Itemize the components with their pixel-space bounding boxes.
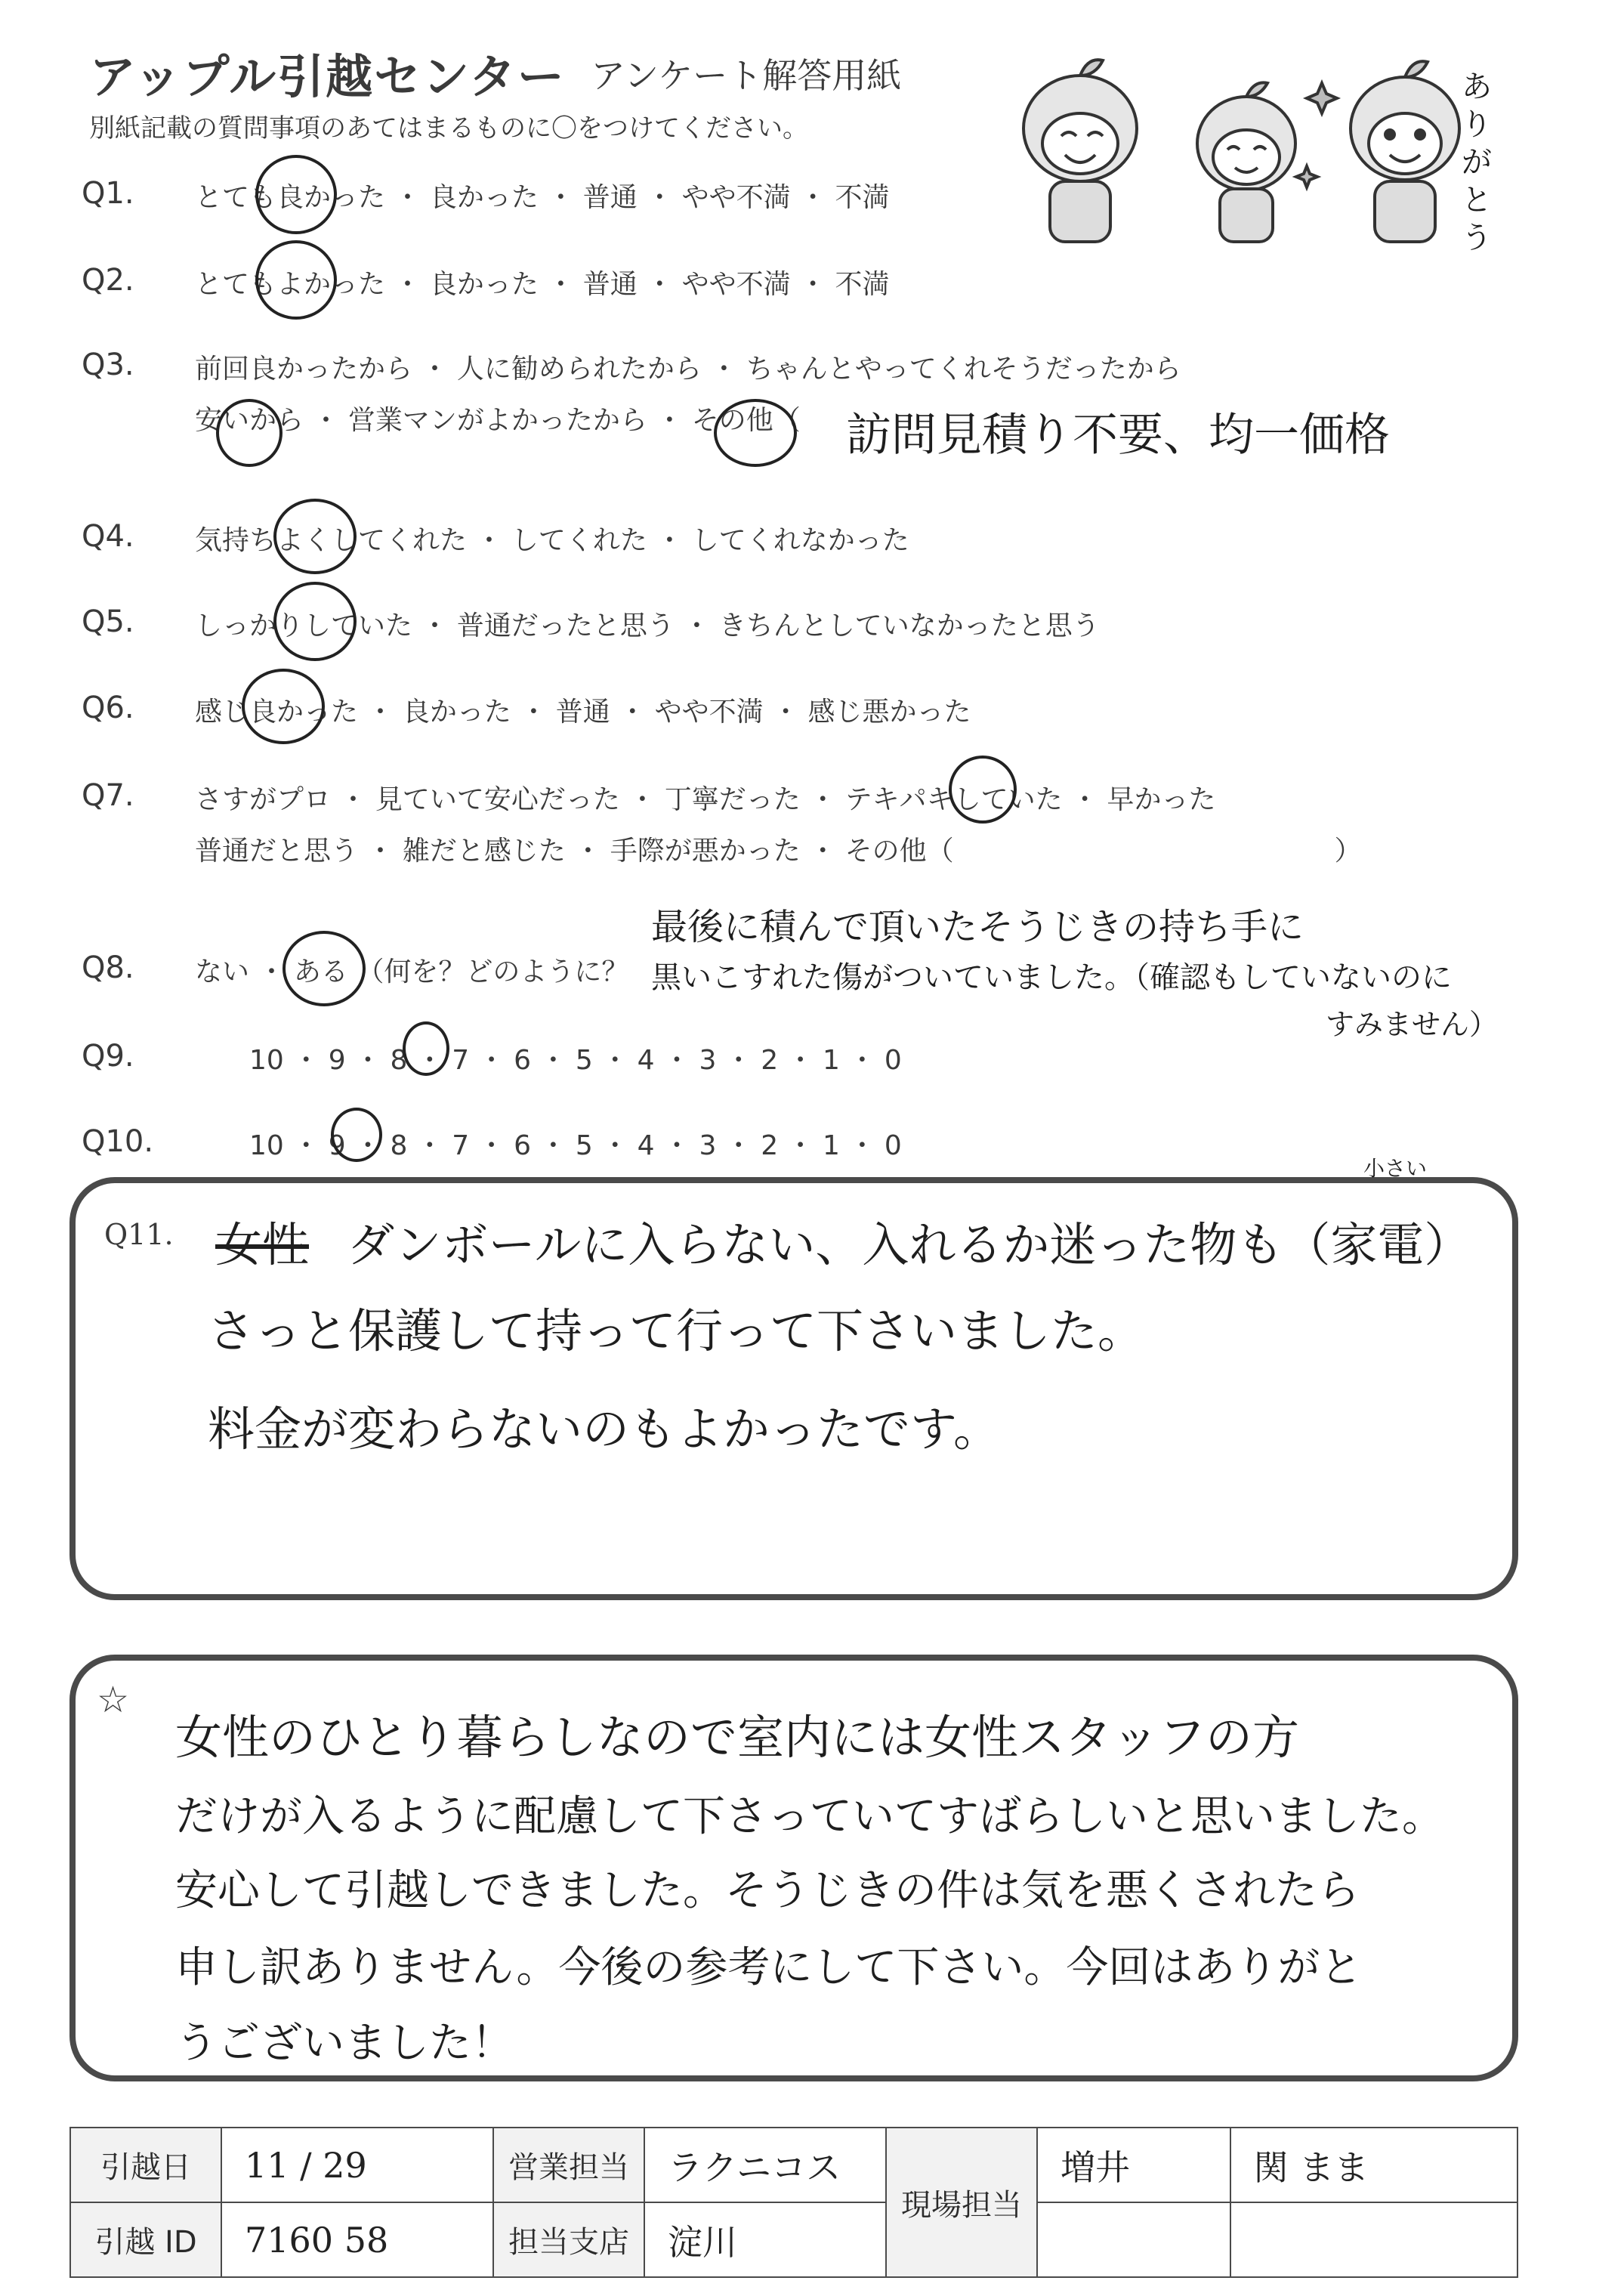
instruction-text: 別紙記載の質問事項のあてはまるものに〇をつけてください。	[89, 113, 808, 144]
site-staff-1: 増井	[1037, 2128, 1230, 2202]
answer-circle-q7	[949, 756, 1017, 824]
answer-circle-q3	[216, 399, 283, 467]
question-options-2: 安いから ・ 営業マンがよかったから ・ その他（	[195, 405, 801, 436]
answer-circle-q9	[403, 1021, 449, 1076]
sales-value: ラクニコス	[644, 2128, 886, 2202]
q8-answer-line2: 黒いこすれた傷がついていました。（確認もしていないのに	[651, 960, 1452, 995]
q11-struck-word: 女性	[215, 1217, 310, 1272]
question-label: Q10.	[82, 1124, 154, 1159]
star-answer-line1: 女性のひとり暮らしなので室内には女性スタッフの方	[175, 1710, 1300, 1765]
question-options: とてもよかった ・ 良かった ・ 普通 ・ やや不満 ・ 不満	[195, 269, 890, 300]
survey-subtitle: アンケート解答用紙	[591, 55, 902, 96]
mascot-illustration	[997, 30, 1526, 257]
question-label: Q9.	[82, 1039, 134, 1074]
question-options: 前回良かったから ・ 人に勧められたから ・ ちゃんとやってくれそうだったから	[195, 354, 1181, 385]
q11-answer-line3: 料金が変わらないのもよかったです。	[208, 1401, 1001, 1457]
site-staff-empty-2	[1230, 2202, 1517, 2277]
branch-label: 担当支店	[493, 2202, 644, 2277]
sales-label: 営業担当	[493, 2128, 644, 2202]
site-label: 現場担当	[886, 2128, 1037, 2277]
move-id-label: 引越 ID	[70, 2202, 221, 2277]
site-staff-empty-1	[1037, 2202, 1230, 2277]
question-options: とても良かった ・ 良かった ・ 普通 ・ やや不満 ・ 不満	[195, 182, 890, 213]
q11-answer-line2: さっと保護して持って行って下さいました。	[208, 1303, 1145, 1358]
question-options: しっかりしていた ・ 普通だったと思う ・ きちんとしていなかったと思う	[195, 610, 1100, 641]
question-label: Q7.	[82, 778, 134, 813]
q11-answer-line1: ダンボールに入らない、入れるか迷った物も（家電）	[347, 1217, 1471, 1272]
answer-circle-q2	[255, 240, 337, 320]
question-options-2: 普通だと思う ・ 雑だと感じた ・ 手際が悪かった ・ その他（ ）	[195, 836, 1362, 867]
question-label: Q8.	[82, 950, 134, 985]
star-answer-line3: 安心して引越しできました。そうじきの件は気を悪くされたら	[175, 1866, 1360, 1915]
question-label: Q5.	[82, 604, 134, 639]
question-label: Q1.	[82, 176, 134, 211]
answer-circle-q3-other	[714, 399, 797, 467]
answer-circle-q10	[331, 1108, 382, 1162]
question-label: Q2.	[82, 263, 134, 298]
answer-circle-q4	[273, 499, 357, 574]
answer-circle-q6	[242, 669, 325, 744]
q8-answer-line3: すみません）	[1326, 1008, 1499, 1041]
answer-circle-q5	[273, 582, 357, 661]
q11-label: Q11.	[104, 1218, 174, 1251]
survey-title: アップル引越センター	[89, 49, 566, 104]
branch-value: 淀川	[644, 2202, 886, 2277]
question-label: Q6.	[82, 691, 134, 725]
star-answer-line4: 申し訳ありません。今後の参考にして下さい。今回はありがと	[175, 1943, 1363, 1992]
question-options: さすがプロ ・ 見ていて安心だった ・ 丁寧だった ・ テキパキしていた ・ 早かった	[195, 784, 1216, 815]
move-id-value: 7160 58	[221, 2202, 493, 2277]
move-date-value: 11 / 29	[221, 2128, 493, 2202]
q11-small-note: 小さい	[1363, 1156, 1428, 1181]
question-options: 気持ちよくしてくれた ・ してくれた ・ してくれなかった	[195, 525, 909, 556]
staff-info-table	[69, 2127, 1518, 2278]
q3-other-answer: 訪問見積り不要、均一価格	[846, 409, 1390, 462]
q8-answer-line1: 最後に積んで頂いたそうじきの持ち手に	[651, 906, 1304, 948]
question-options: 10 ・ 9 ・ 8 ・ 7 ・ 6 ・ 5 ・ 4 ・ 3 ・ 2 ・ 1 ・ 0	[249, 1130, 902, 1161]
question-label: Q3.	[82, 348, 134, 382]
question-label: Q4.	[82, 519, 134, 554]
question-options: 感じ良かった ・ 良かった ・ 普通 ・ やや不満 ・ 感じ悪かった	[195, 697, 971, 728]
answer-circle-q8	[283, 931, 366, 1006]
question-options: 10 ・ 9 ・ 8 ・ 7 ・ 6 ・ 5 ・ 4 ・ 3 ・ 2 ・ 1 ・ 0	[249, 1045, 902, 1076]
mascot-caption: ありがとう	[1462, 70, 1492, 255]
star-label: ☆	[97, 1679, 130, 1721]
star-answer-line5: うございました！	[175, 2019, 514, 2068]
question-options: ない ・ ある （何を？どのように？	[195, 956, 629, 987]
answer-circle-q1	[255, 155, 337, 234]
star-answer-line2: だけが入るように配慮して下さっていてすばらしいと思いました。	[175, 1792, 1444, 1841]
site-staff-2: 関 まま	[1230, 2128, 1517, 2202]
move-date-label: 引越日	[70, 2128, 221, 2202]
